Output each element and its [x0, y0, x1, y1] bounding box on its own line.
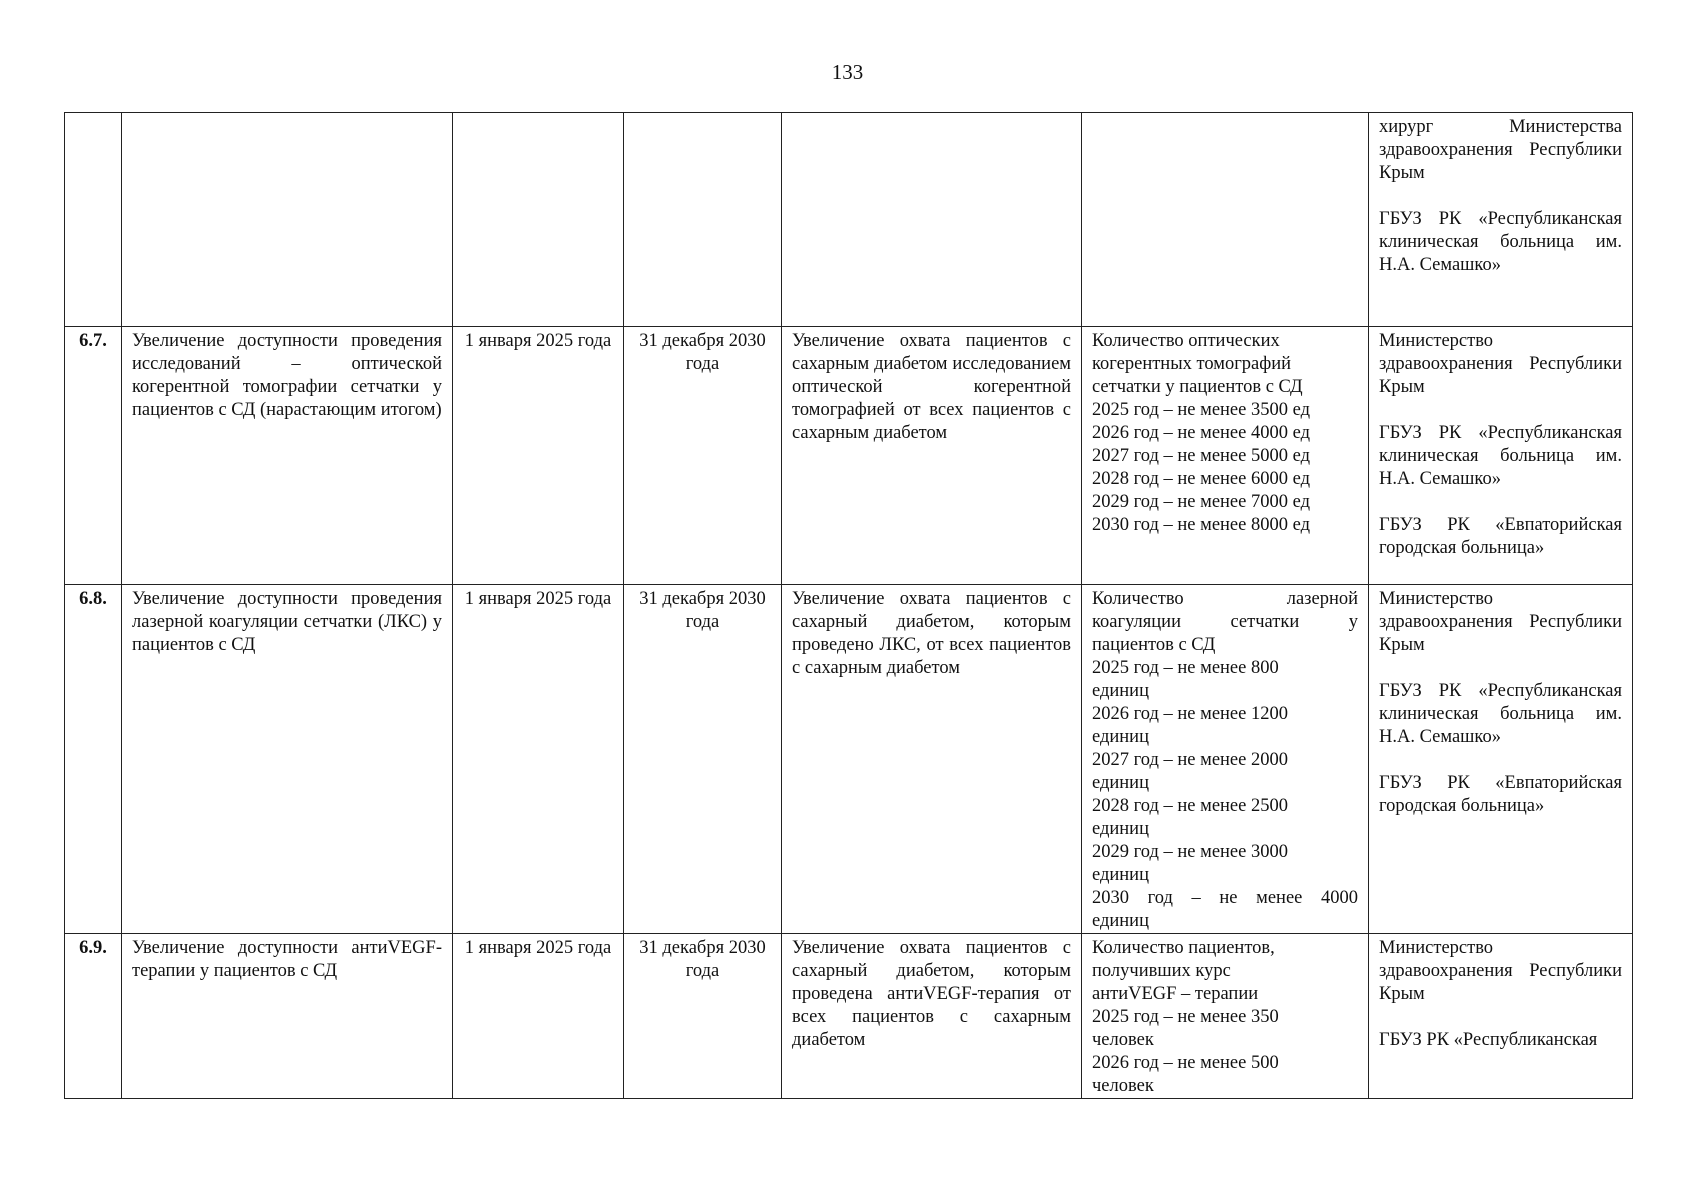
indicator-line: 2029 год – не менее 3000: [1092, 842, 1288, 862]
result-cell: Увеличение охвата пациентов с сахарным диабетом исследованием оптической когерентной томографией от всех пациентов с сахарным диабетом: [782, 327, 1082, 585]
indicator-line: единиц: [1092, 681, 1149, 701]
start-date-cell: 1 января 2025 года: [453, 327, 624, 585]
indicator-line: пациентов с СД: [1092, 635, 1216, 655]
indicator-line: 2026 год – не менее 1200: [1092, 704, 1288, 724]
responsible-entry: ГБУЗ РК «Республиканская клиническая больница им. Н.А. Семашко»: [1379, 209, 1622, 275]
result-cell: [782, 113, 1082, 327]
start-date-cell: [453, 113, 624, 327]
responsible-entry: Министерство здравоохранения Республики Крым: [1379, 938, 1622, 1004]
end-date-cell: 31 декабря 2030 года: [624, 585, 782, 934]
responsible-cell: [1369, 113, 1633, 327]
responsible-entry: Министерство здравоохранения Республики Крым: [1379, 589, 1622, 655]
indicator-line: 2030 год – не менее 8000 ед: [1092, 515, 1310, 535]
indicator-line: человек: [1092, 1076, 1154, 1096]
responsible-cell: [1369, 327, 1633, 585]
table-row: [65, 327, 1633, 585]
indicator-line: 2026 год – не менее 500: [1092, 1053, 1279, 1073]
end-date-cell: [624, 113, 782, 327]
indicator-line: единиц: [1092, 865, 1149, 885]
measure-cell: [122, 113, 453, 327]
indicator-line: 2027 год – не менее 2000: [1092, 750, 1288, 770]
start-date-cell: 1 января 2025 года: [453, 934, 624, 1099]
indicator-line: единиц: [1092, 911, 1149, 931]
measure-cell: Увеличение доступности проведения лазерной коагуляции сетчатки (ЛКС) у пациентов с СД: [122, 585, 453, 934]
indicator-line: единиц: [1092, 773, 1149, 793]
responsible-entry: ГБУЗ РК «Евпаторийская городская больница»: [1379, 515, 1622, 558]
row-number: 6.7.: [65, 327, 122, 585]
indicator-line: человек: [1092, 1030, 1154, 1050]
indicator-line: 2030 год – не менее 4000: [1092, 888, 1358, 908]
indicator-cell: [1082, 585, 1369, 934]
indicator-line: антиVEGF – терапии: [1092, 984, 1259, 1004]
indicator-line: Количество оптических: [1092, 331, 1280, 351]
table-row: [65, 113, 1633, 327]
measures-table: [64, 112, 1633, 1099]
indicator-line: единиц: [1092, 819, 1149, 839]
end-date-cell: 31 декабря 2030 года: [624, 327, 782, 585]
responsible-entry: ГБУЗ РК «Евпаторийская городская больница»: [1379, 773, 1622, 816]
measure-cell: Увеличение доступности проведения исследований – оптической когерентной томографии сетчатки у пациентов с СД (нарастающим итогом): [122, 327, 453, 585]
indicator-line: 2028 год – не менее 2500: [1092, 796, 1288, 816]
indicator-line: 2027 год – не менее 5000 ед: [1092, 446, 1310, 466]
responsible-entry: Министерство здравоохранения Республики Крым: [1379, 331, 1622, 397]
indicator-line: 2025 год – не менее 800: [1092, 658, 1279, 678]
start-date-cell: 1 января 2025 года: [453, 585, 624, 934]
responsible-entry: ГБУЗ РК «Республиканская клиническая больница им. Н.А. Семашко»: [1379, 681, 1622, 747]
page-number: 133: [831, 60, 864, 84]
responsible-cell: [1369, 934, 1633, 1099]
responsible-entry: ГБУЗ РК «Республиканская клиническая больница им. Н.А. Семашко»: [1379, 423, 1622, 489]
responsible-entry: хирург Министерства здравоохранения Республики Крым: [1379, 117, 1622, 183]
indicator-cell: [1082, 934, 1369, 1099]
indicator-line: Количество пациентов,: [1092, 938, 1275, 958]
row-number: 6.8.: [65, 585, 122, 934]
indicator-line: 2028 год – не менее 6000 ед: [1092, 469, 1310, 489]
indicator-cell: [1082, 327, 1369, 585]
indicator-line: сетчатки у пациентов с СД: [1092, 377, 1303, 397]
indicator-line: 2026 год – не менее 4000 ед: [1092, 423, 1310, 443]
result-cell: Увеличение охвата пациентов с сахарный диабетом, которым проведена антиVEGF-терапия от всех пациентов с сахарным диабетом: [782, 934, 1082, 1099]
indicator-line: когерентных томографий: [1092, 354, 1292, 374]
responsible-cell: [1369, 585, 1633, 934]
indicator-line: единиц: [1092, 727, 1149, 747]
row-number: [65, 113, 122, 327]
measure-cell: Увеличение доступности антиVEGF-терапии у пациентов с СД: [122, 934, 453, 1099]
result-cell: Увеличение охвата пациентов с сахарный диабетом, которым проведено ЛКС, от всех пациентов с сахарным диабетом: [782, 585, 1082, 934]
table-row: [65, 585, 1633, 934]
table-row: [65, 934, 1633, 1099]
indicator-line: 2025 год – не менее 3500 ед: [1092, 400, 1310, 420]
row-number: 6.9.: [65, 934, 122, 1099]
indicator-line: 2029 год – не менее 7000 ед: [1092, 492, 1310, 512]
indicator-line: коагуляции сетчатки у: [1092, 612, 1358, 632]
end-date-cell: 31 декабря 2030 года: [624, 934, 782, 1099]
responsible-entry: ГБУЗ РК «Республиканская: [1379, 1030, 1598, 1050]
indicator-cell: [1082, 113, 1369, 327]
indicator-line: Количество лазерной: [1092, 589, 1358, 609]
indicator-line: получивших курс: [1092, 961, 1231, 981]
indicator-line: 2025 год – не менее 350: [1092, 1007, 1279, 1027]
